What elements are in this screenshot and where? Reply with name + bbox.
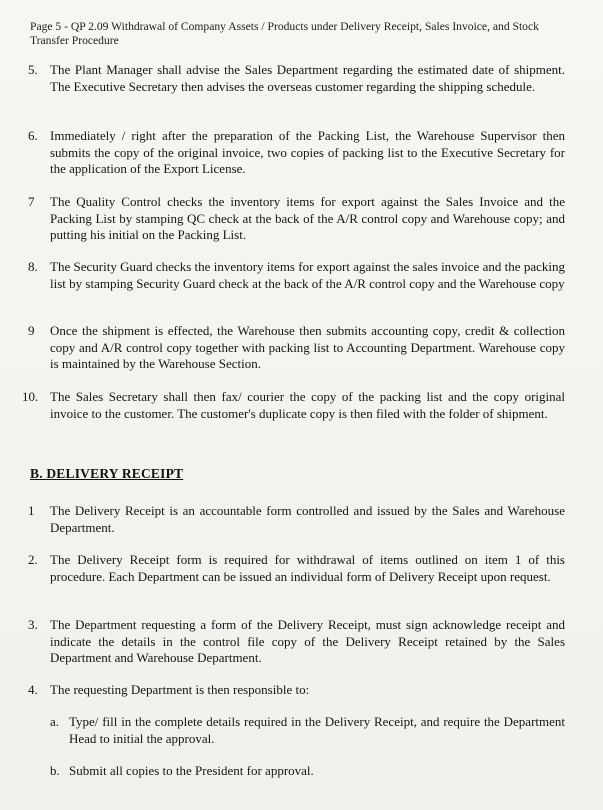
item-text: Immediately / right after the preparation of the Packing List, the Warehouse Supervisor then submits the copy of the original invoice, two copies of packing list to the Executive Secretary for the application of the Export License. xyxy=(50,128,565,176)
list-item-b3 xyxy=(28,617,565,667)
section-b-title: B. DELIVERY RECEIPT xyxy=(30,466,184,481)
item-text: The Plant Manager shall advise the Sales Department regarding the estimated date of shipment. The Executive Secretary then advises the overseas customer regarding the shipping schedule. xyxy=(50,62,565,94)
sub-item-b xyxy=(50,763,565,780)
item-text: The Sales Secretary shall then fax/ courier the copy of the packing list and the copy original invoice to the customer. The customer's duplicate copy is then filed with the folder of shipment. xyxy=(50,389,565,421)
item-text: The requesting Department is then responsible to: xyxy=(50,682,310,697)
item-text: The Department requesting a form of the Delivery Receipt, must sign acknowledge receipt and indicate the details in the control file copy of the Delivery Receipt retained by the Sales Department and Warehouse Department. xyxy=(50,617,565,665)
item-number: 3. xyxy=(28,617,38,632)
item-text: The Delivery Receipt is an accountable form controlled and issued by the Sales and Warehouse Department. xyxy=(50,503,565,535)
list-item-b4 xyxy=(28,682,565,699)
list-item-7 xyxy=(28,194,565,244)
item-text: Submit all copies to the President for approval. xyxy=(69,763,314,778)
item-text: Type/ fill in the complete details required in the Delivery Receipt, and require the Department Head to initial the approval. xyxy=(69,714,565,746)
item-number: 10. xyxy=(22,389,39,404)
list-item-b1 xyxy=(28,503,565,536)
item-number: 8. xyxy=(28,259,38,274)
list-item-9 xyxy=(28,323,565,373)
list-item-6 xyxy=(28,128,565,178)
page-header: Page 5 - QP 2.09 Withdrawal of Company Assets / Products under Delivery Receipt, Sales Invoice, and Stock Transfer Procedure xyxy=(30,20,539,47)
item-text: The Security Guard checks the inventory items for export against the sales invoice and the packing list by stamping Security Guard check at the back of the A/R control copy and the Warehouse copy xyxy=(50,259,565,291)
list-item-5 xyxy=(28,62,565,95)
item-number: 4. xyxy=(28,682,38,697)
sub-item-a xyxy=(50,714,565,747)
item-text: The Quality Control checks the inventory items for export against the Sales Invoice and the Packing List by stamping QC check at the back of the A/R control copy and Warehouse copy; and putting his initial on the Packing List. xyxy=(50,194,565,242)
list-item-8 xyxy=(28,259,565,292)
item-number: 5. xyxy=(28,62,38,77)
item-number: b. xyxy=(50,763,60,778)
list-item-b2 xyxy=(28,552,565,585)
item-number: 2. xyxy=(28,552,38,567)
item-number: 6. xyxy=(28,128,38,143)
item-number: 7 xyxy=(28,194,35,209)
list-item-10 xyxy=(22,389,565,422)
item-number: 9 xyxy=(28,323,35,338)
item-number: a. xyxy=(50,714,60,729)
item-text: The Delivery Receipt form is required for withdrawal of items outlined on item 1 of this procedure. Each Department can be issued an individual form of Delivery Receipt upon request. xyxy=(50,552,565,584)
item-number: 1 xyxy=(28,503,35,518)
item-text: Once the shipment is effected, the Warehouse then submits accounting copy, credit & collection copy and A/R control copy together with packing list to Accounting Department. Warehouse copy is maintained by the Warehouse Section. xyxy=(50,323,565,371)
